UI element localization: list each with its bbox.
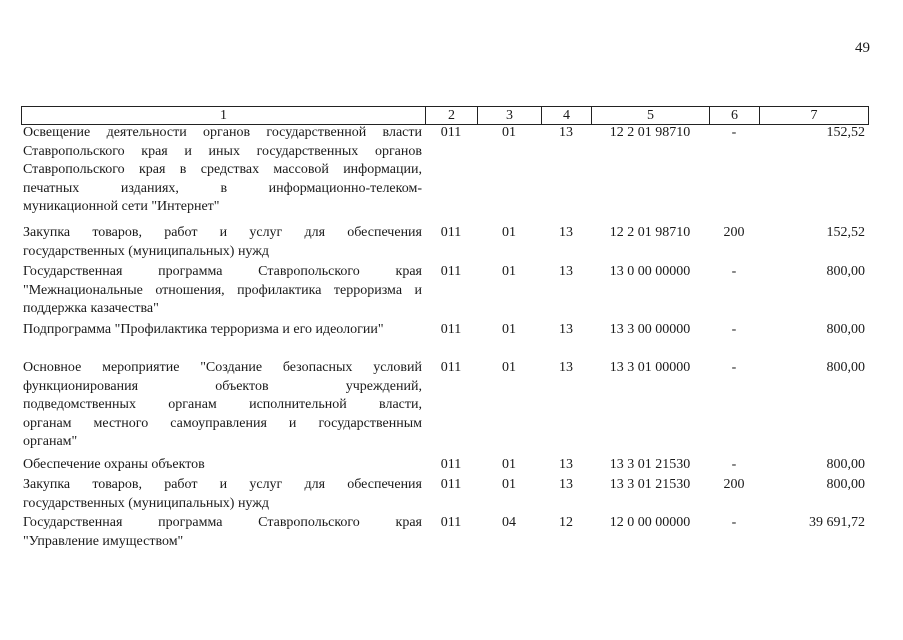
row-expense-type: -: [731, 360, 737, 375]
row-subsection-code: 13: [559, 457, 573, 472]
row-name: [23, 456, 422, 475]
row-name-line: Освещение деятельности органов государственной власти: [23, 125, 422, 140]
row-section-code: 01: [502, 360, 516, 375]
row-ministry-code: 011: [440, 125, 462, 140]
row-name-line: государственных (муниципальных) нужд: [23, 243, 270, 259]
row-section-code: 01: [502, 457, 516, 472]
row-name-line: поддержка казачества": [23, 301, 159, 316]
row-subsection-code: 13: [559, 264, 573, 279]
row-name: [23, 476, 422, 513]
row-name-line: "Межнациональные отношения, профилактика терроризма и: [23, 282, 422, 298]
row-name-line: Государственная программа Ставропольского края: [23, 515, 422, 530]
row-name: [23, 514, 422, 551]
page-number: 49: [855, 40, 870, 56]
row-target-code: 13 3 00 00000: [609, 322, 691, 337]
row-expense-type: -: [731, 457, 737, 472]
row-section-code: 01: [502, 477, 516, 492]
row-ministry-code: 011: [440, 225, 462, 240]
row-name-line: Основное мероприятие "Создание безопасных условий: [23, 360, 422, 375]
row-amount: 39 691,72: [809, 515, 865, 530]
row-section-code: 04: [502, 515, 516, 530]
header-col-1: 1: [22, 107, 426, 125]
row-name-line: Закупка товаров, работ и услуг для обеспечения: [23, 477, 422, 492]
row-ministry-code: 011: [440, 457, 462, 472]
header-col-2: 2: [426, 107, 478, 125]
row-amount: 800,00: [826, 264, 865, 279]
row-name-line: органам": [23, 434, 78, 449]
row-name: [23, 263, 422, 319]
row-name: [23, 359, 422, 452]
row-subsection-code: 13: [559, 225, 573, 240]
row-amount: 800,00: [826, 322, 865, 337]
row-name: [23, 224, 422, 261]
row-ministry-code: 011: [440, 477, 462, 492]
row-ministry-code: 011: [440, 264, 462, 279]
row-target-code: 13 3 01 21530: [609, 477, 691, 492]
row-name-line: муникационной сети "Интернет": [23, 199, 220, 214]
row-section-code: 01: [502, 225, 516, 240]
row-target-code: 13 0 00 00000: [609, 264, 691, 279]
row-section-code: 01: [502, 264, 516, 279]
row-name-line: государственных (муниципальных) нужд: [23, 495, 270, 511]
row-amount: 800,00: [826, 477, 865, 492]
row-target-code: 12 2 01 98710: [609, 125, 691, 140]
row-subsection-code: 12: [559, 515, 573, 530]
row-target-code: 12 2 01 98710: [609, 225, 691, 240]
header-col-7: 7: [760, 107, 869, 125]
row-name: [23, 321, 422, 340]
row-name-line: Закупка товаров, работ и услуг для обеспечения: [23, 225, 422, 240]
row-expense-type: 200: [723, 477, 745, 492]
header-col-5: 5: [592, 107, 710, 125]
row-expense-type: 200: [723, 225, 745, 240]
row-target-code: 13 3 01 00000: [609, 360, 691, 375]
row-amount: 800,00: [826, 457, 865, 472]
row-target-code: 12 0 00 00000: [609, 515, 691, 530]
row-name-line: Подпрограмма "Профилактика терроризма и его идеологии": [23, 322, 384, 337]
row-subsection-code: 13: [559, 322, 573, 337]
row-ministry-code: 011: [440, 515, 462, 530]
row-section-code: 01: [502, 125, 516, 140]
row-expense-type: -: [731, 515, 737, 530]
row-name-line: Ставропольского края в средствах массовой информации,: [23, 162, 422, 177]
row-amount: 800,00: [826, 360, 865, 375]
row-name-line: "Управление имуществом": [23, 533, 184, 549]
row-name: [23, 124, 422, 217]
header-col-4: 4: [542, 107, 592, 125]
row-name-line: печатных изданиях, в информационно-телеком-: [23, 180, 422, 196]
row-subsection-code: 13: [559, 477, 573, 492]
row-ministry-code: 011: [440, 360, 462, 375]
row-expense-type: -: [731, 125, 737, 140]
row-name-line: Обеспечение охраны объектов: [23, 457, 205, 472]
column-number-header: [21, 106, 869, 125]
header-col-6: 6: [710, 107, 760, 125]
row-name-line: Ставропольского края и иных государственных органов: [23, 143, 422, 159]
row-target-code: 13 3 01 21530: [609, 457, 691, 472]
row-name-line: органам местного самоуправления и государственным: [23, 415, 422, 431]
row-amount: 152,52: [826, 125, 865, 140]
row-subsection-code: 13: [559, 125, 573, 140]
row-amount: 152,52: [826, 225, 865, 240]
header-col-3: 3: [478, 107, 542, 125]
header-row: [22, 107, 869, 125]
row-name-line: Государственная программа Ставропольского края: [23, 264, 422, 279]
row-expense-type: -: [731, 264, 737, 279]
row-expense-type: -: [731, 322, 737, 337]
row-section-code: 01: [502, 322, 516, 337]
row-name-line: подведомственных органам исполнительной власти,: [23, 397, 422, 412]
row-ministry-code: 011: [440, 322, 462, 337]
row-subsection-code: 13: [559, 360, 573, 375]
row-name-line: функционирования объектов учреждений,: [23, 378, 422, 394]
